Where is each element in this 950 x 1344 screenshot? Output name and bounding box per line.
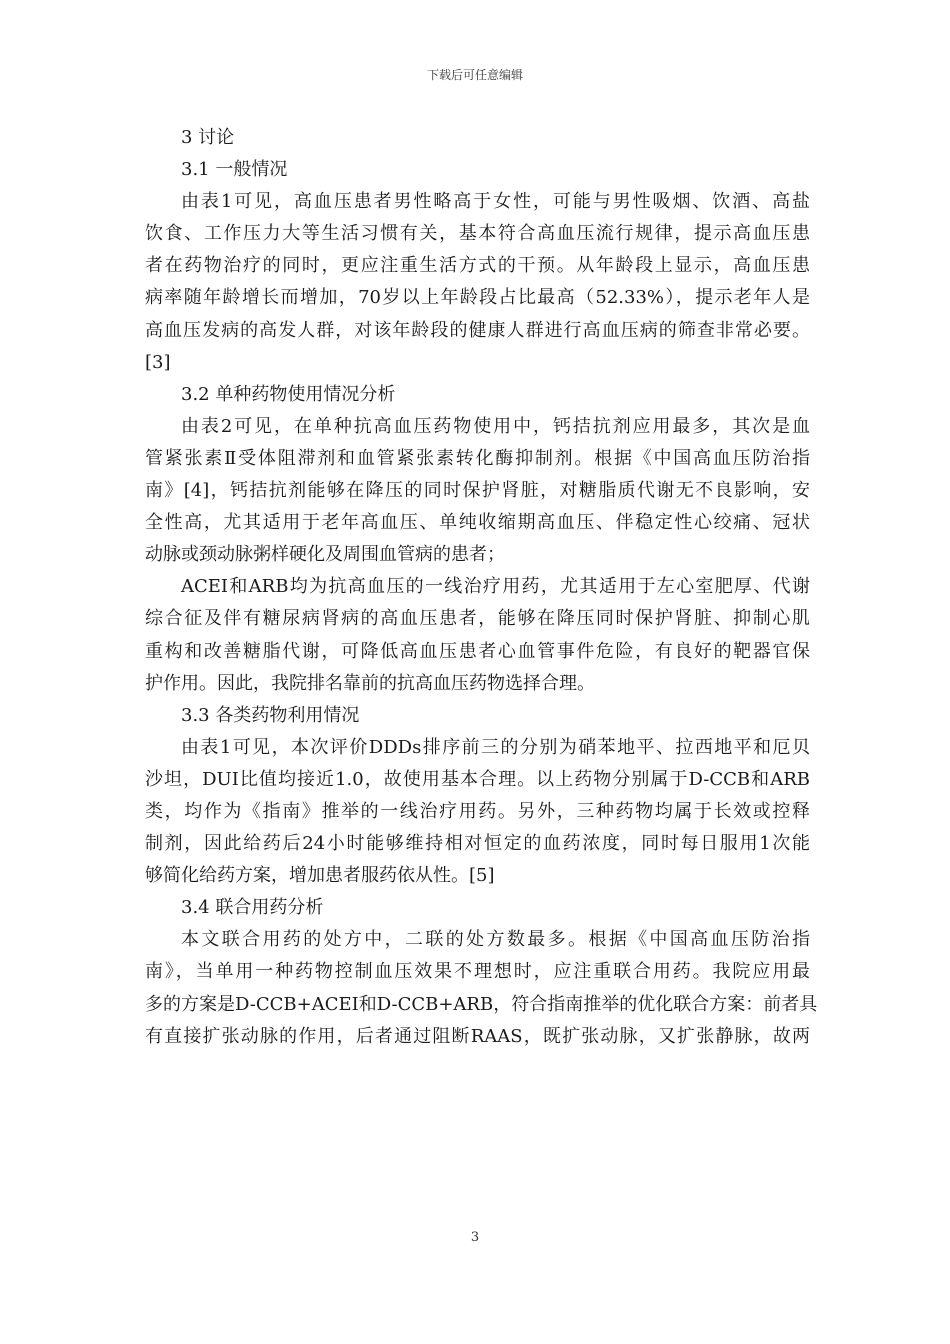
paragraph-line: 由表1可见，高血压患者男性略高于女性，可能与男性吸烟、饮酒、高盐 bbox=[181, 191, 810, 213]
paragraph-line: 高血压发病的高发人群，对该年龄段的健康人群进行高血压病的筛查非常必要。 bbox=[145, 319, 810, 341]
paragraph-line: 制剂，因此给药后24小时能够维持相对恒定的血药浓度，同时每日服用1次能 bbox=[145, 833, 810, 855]
paragraph-line: 由表1可见，本次评价DDDs排序前三的分别为硝苯地平、拉西地平和厄贝 bbox=[181, 736, 810, 758]
paragraph-line: 综合征及伴有糖尿病肾病的高血压患者，能够在降压同时保护肾脏、抑制心肌 bbox=[145, 608, 810, 630]
paragraph-line: 护作用。因此，我院排名靠前的抗高血压药物选择合理。 bbox=[145, 672, 595, 694]
document-body bbox=[145, 122, 818, 1053]
section-heading: 3 讨论 bbox=[181, 127, 235, 148]
paragraph-line: [3] bbox=[145, 351, 171, 373]
page-header: 下载后可任意编辑 bbox=[426, 68, 523, 82]
page-number: 3 bbox=[470, 1230, 480, 1245]
paragraph-line: 由表2可见，在单种抗高血压药物使用中，钙拮抗剂应用最多，其次是血 bbox=[181, 415, 810, 437]
paragraph-line: ACEI和ARB均为抗高血压的一线治疗用药，尤其适用于左心室肥厚、代谢 bbox=[181, 576, 810, 598]
paragraph-line: 本文联合用药的处方中，二联的处方数最多。根据《中国高血压防治指 bbox=[181, 929, 810, 951]
subsection-heading: 3.2 单种药物使用情况分析 bbox=[181, 383, 396, 405]
paragraph-line: 够简化给药方案，增加患者服药依从性。[5] bbox=[145, 865, 495, 887]
subsection-heading: 3.1 一般情况 bbox=[181, 159, 288, 181]
paragraph-line: 类，均作为《指南》推举的一线治疗用药。另外，三种药物均属于长效或控释 bbox=[145, 800, 810, 822]
paragraph-line: 多的方案是D-CCB+ACEI和D-CCB+ARB，符合指南推举的优化联合方案：前者具 bbox=[145, 993, 818, 1015]
paragraph-line: 全性高，尤其适用于老年高血压、单纯收缩期高血压、伴稳定性心绞痛、冠状 bbox=[145, 512, 810, 534]
paragraph-line: 病率随年龄增长而增加，70岁以上年龄段占比最高（52.33%），提示老年人是 bbox=[145, 287, 810, 309]
paragraph-line: 沙坦，DUI比值均接近1.0，故使用基本合理。以上药物分别属于D-CCB和ARB bbox=[145, 768, 810, 790]
paragraph-line: 重构和改善糖脂代谢，可降低高血压患者心血管事件危险，有良好的靶器官保 bbox=[145, 640, 810, 662]
paragraph-line: 动脉或颈动脉粥样硬化及周围血管病的患者； bbox=[145, 544, 505, 566]
paragraph-line: 者在药物治疗的同时，更应注重生活方式的干预。从年龄段上显示，高血压患 bbox=[145, 255, 810, 277]
paragraph-line: 管紧张素Ⅱ受体阻滞剂和血管紧张素转化酶抑制剂。根据《中国高血压防治指 bbox=[145, 447, 810, 469]
subsection-heading: 3.3 各类药物利用情况 bbox=[181, 704, 360, 726]
paragraph-line: 有直接扩张动脉的作用，后者通过阻断RAAS，既扩张动脉，又扩张静脉，故两 bbox=[145, 1025, 810, 1047]
paragraph-line: 南》，当单用一种药物控制血压效果不理想时，应注重联合用药。我院应用最 bbox=[145, 961, 810, 983]
paragraph-line: 饮食、工作压力大等生活习惯有关，基本符合高血压流行规律，提示高血压患 bbox=[145, 223, 810, 245]
paragraph-line: 南》[4]，钙拮抗剂能够在降压的同时保护肾脏，对糖脂质代谢无不良影响，安 bbox=[145, 480, 810, 502]
subsection-heading: 3.4 联合用药分析 bbox=[181, 897, 324, 919]
